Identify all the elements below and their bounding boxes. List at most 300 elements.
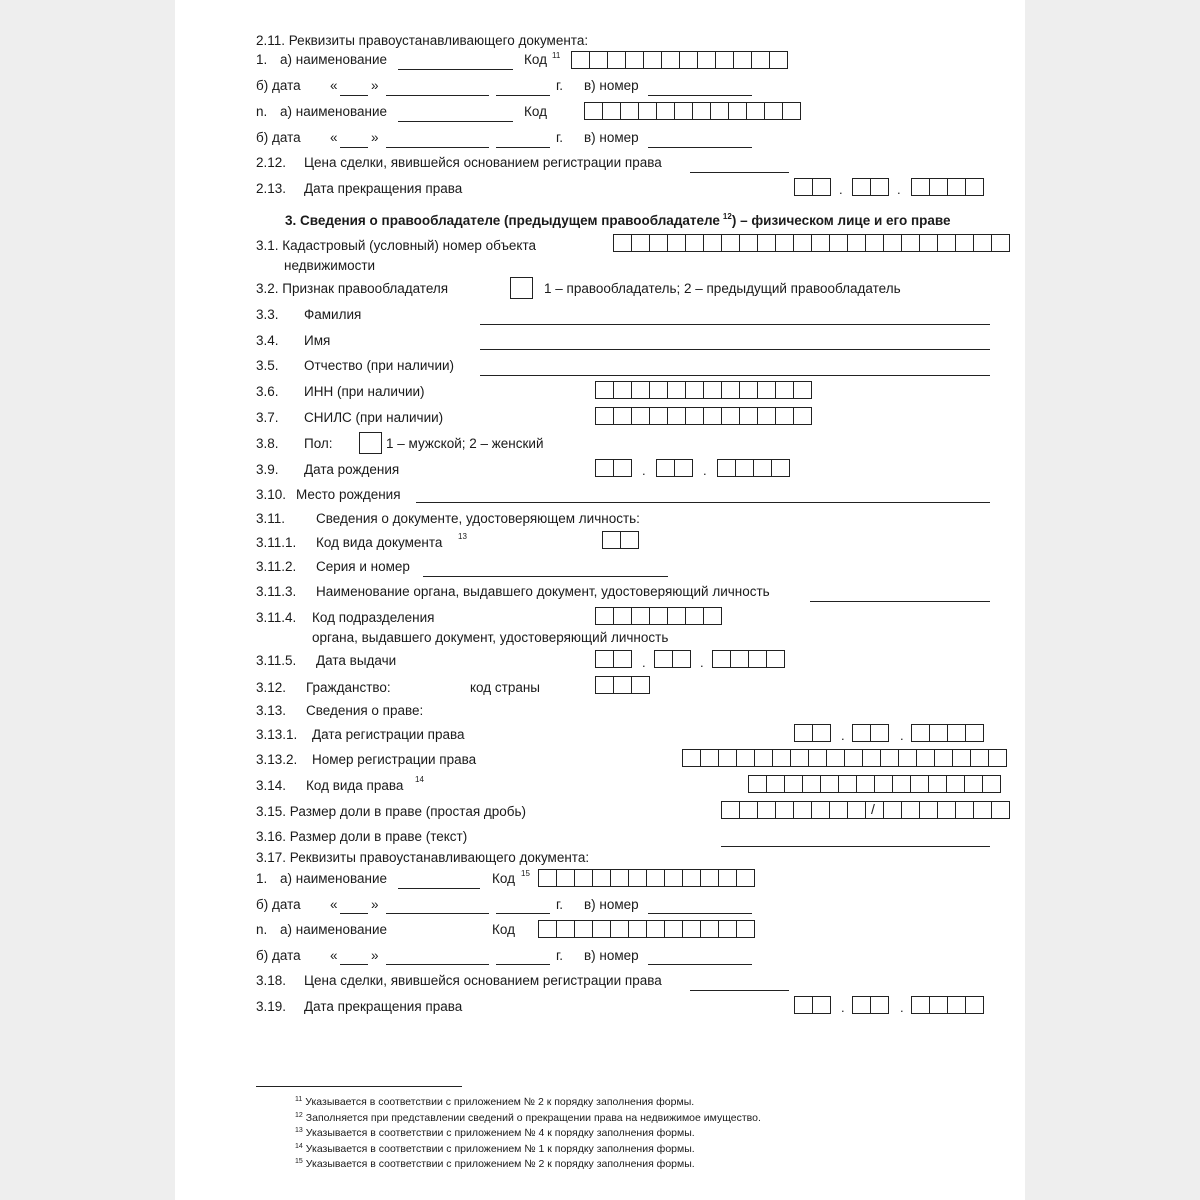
input-cell[interactable] [947, 724, 966, 742]
input-cell[interactable] [649, 407, 668, 425]
input-cell[interactable] [947, 178, 966, 196]
input-cell[interactable] [982, 775, 1001, 793]
input-cell[interactable] [757, 234, 776, 252]
s213-num: 2.13. [256, 181, 287, 196]
input-cell[interactable] [898, 749, 917, 767]
input-cell[interactable] [613, 381, 632, 399]
quote-open: « [330, 897, 338, 912]
footnote [295, 1110, 761, 1124]
input-cell[interactable] [721, 381, 740, 399]
input-cell[interactable] [870, 724, 889, 742]
docn-month-field[interactable] [386, 147, 489, 148]
input-cell[interactable] [764, 102, 783, 120]
footnote-ref-14: 14 [415, 775, 424, 784]
input-cell[interactable] [826, 749, 845, 767]
s319-year-boxes[interactable] [911, 996, 984, 1014]
input-cell[interactable] [667, 407, 686, 425]
s319-month-boxes[interactable] [852, 996, 889, 1014]
doc1-number-field[interactable] [648, 95, 752, 96]
doc2n-year-field[interactable] [496, 964, 550, 965]
input-cell[interactable] [595, 381, 614, 399]
input-cell[interactable] [715, 51, 734, 69]
snils-boxes[interactable] [595, 407, 812, 425]
input-cell[interactable] [646, 869, 665, 887]
input-cell[interactable] [718, 869, 737, 887]
docn-day-field[interactable] [340, 147, 368, 148]
s319-label: Дата прекращения права [304, 999, 463, 1014]
docn-year-field[interactable] [496, 147, 550, 148]
input-cell[interactable] [892, 775, 911, 793]
s318-price-field[interactable] [690, 990, 789, 991]
input-cell[interactable] [613, 459, 632, 477]
docn-number-label: в) номер [584, 130, 639, 145]
doc2n-name-label: а) наименование [280, 922, 388, 937]
input-cell[interactable] [736, 869, 755, 887]
input-cell[interactable] [646, 920, 665, 938]
input-cell[interactable] [870, 996, 889, 1014]
input-cell[interactable] [847, 801, 866, 819]
input-cell[interactable] [649, 234, 668, 252]
s311-num: 3.11. [256, 511, 286, 526]
input-cell[interactable] [794, 178, 813, 196]
input-cell[interactable] [901, 801, 920, 819]
doc2-number-field[interactable] [648, 913, 752, 914]
input-cell[interactable] [712, 650, 731, 668]
docn-name-field[interactable] [398, 121, 513, 122]
birthplace-field[interactable] [416, 502, 990, 503]
issue-day-boxes[interactable] [595, 650, 632, 668]
input-cell[interactable] [793, 407, 812, 425]
input-cell[interactable] [735, 459, 754, 477]
input-cell[interactable] [793, 381, 812, 399]
input-cell[interactable] [883, 234, 902, 252]
input-cell[interactable] [613, 407, 632, 425]
input-cell[interactable] [610, 869, 629, 887]
year-suffix: г. [556, 130, 564, 145]
footnote-text: Указывается в соответствии с приложением № 1 к порядку заполнения формы. [305, 1142, 695, 1155]
issue-year-boxes[interactable] [712, 650, 785, 668]
reg-day-boxes[interactable] [794, 724, 831, 742]
birth-month-boxes[interactable] [656, 459, 693, 477]
input-cell[interactable] [556, 869, 575, 887]
input-cell[interactable] [883, 801, 902, 819]
input-cell[interactable] [811, 234, 830, 252]
date-separator: . [900, 1000, 904, 1015]
input-cell[interactable] [812, 178, 831, 196]
input-cell[interactable] [736, 749, 755, 767]
issuing-authority-field[interactable] [810, 601, 990, 602]
s315-label: 3.15. Размер доли в праве (простая дробь) [256, 804, 527, 819]
input-cell[interactable] [700, 749, 719, 767]
holder-sign-checkbox[interactable] [510, 277, 533, 299]
input-cell[interactable] [664, 920, 683, 938]
input-cell[interactable] [988, 749, 1007, 767]
input-cell[interactable] [746, 102, 765, 120]
input-cell[interactable] [772, 749, 791, 767]
input-cell[interactable] [808, 749, 827, 767]
input-cell[interactable] [793, 234, 812, 252]
input-cell[interactable] [955, 801, 974, 819]
s39-num: 3.9. [256, 462, 279, 477]
input-cell[interactable] [790, 749, 809, 767]
s3115-num: 3.11.5. [256, 653, 297, 668]
input-cell[interactable] [970, 749, 989, 767]
input-cell[interactable] [664, 869, 683, 887]
reg-month-boxes[interactable] [852, 724, 889, 742]
input-cell[interactable] [748, 775, 767, 793]
input-cell[interactable] [556, 920, 575, 938]
s310-num: 3.10. [256, 487, 287, 502]
input-cell[interactable] [937, 801, 956, 819]
footnote [295, 1156, 695, 1170]
footnote-ref-15: 15 [521, 869, 530, 878]
quote-open: « [330, 78, 338, 93]
footnote-text: Указывается в соответствии с приложением № 2 к порядку заполнения формы. [305, 1096, 695, 1108]
input-cell[interactable] [728, 102, 747, 120]
input-cell[interactable] [919, 234, 938, 252]
input-cell[interactable] [862, 749, 881, 767]
footnote-number: 15 [295, 1158, 303, 1165]
input-cell[interactable] [771, 459, 790, 477]
input-cell[interactable] [613, 607, 632, 625]
footnote [295, 1094, 694, 1108]
share-fraction-boxes[interactable] [721, 801, 1010, 819]
footnote-ref-11: 11 [552, 51, 561, 60]
input-cell[interactable] [710, 102, 729, 120]
input-cell[interactable] [656, 459, 675, 477]
input-cell[interactable] [829, 801, 848, 819]
input-cell[interactable] [700, 920, 719, 938]
input-cell[interactable] [584, 102, 603, 120]
input-cell[interactable] [685, 381, 704, 399]
doc2n-number-field[interactable] [648, 964, 752, 965]
input-cell[interactable] [838, 775, 857, 793]
input-cell[interactable] [649, 381, 668, 399]
input-cell[interactable] [751, 51, 770, 69]
input-cell[interactable] [880, 749, 899, 767]
input-cell[interactable] [802, 775, 821, 793]
s38-num: 3.8. [256, 436, 279, 451]
s37-num: 3.7. [256, 410, 279, 425]
doc2n-number-label: в) номер [584, 948, 639, 963]
input-cell[interactable] [625, 51, 644, 69]
input-cell[interactable] [682, 869, 701, 887]
s3113-num: 3.11.3. [256, 584, 297, 599]
doc1-year-field[interactable] [496, 95, 550, 96]
reg-year-boxes[interactable] [911, 724, 984, 742]
input-cell[interactable] [973, 234, 992, 252]
input-cell[interactable] [852, 724, 871, 742]
input-cell[interactable] [589, 51, 608, 69]
input-cell[interactable] [739, 407, 758, 425]
input-cell[interactable] [730, 650, 749, 668]
input-cell[interactable] [766, 775, 785, 793]
series-number-field[interactable] [423, 576, 668, 577]
input-cell[interactable] [911, 178, 930, 196]
input-cell[interactable] [638, 102, 657, 120]
s212-price-field[interactable] [690, 172, 789, 173]
input-cell[interactable] [595, 607, 614, 625]
input-cell[interactable] [595, 650, 614, 668]
doc1-date-label: б) дата [256, 78, 301, 93]
input-cell[interactable] [595, 459, 614, 477]
input-cell[interactable] [820, 775, 839, 793]
input-cell[interactable] [574, 869, 593, 887]
input-cell[interactable] [965, 178, 984, 196]
input-cell[interactable] [685, 607, 704, 625]
doc2n-kod-boxes[interactable] [538, 920, 755, 938]
input-cell[interactable] [721, 801, 740, 819]
issue-month-boxes[interactable] [654, 650, 691, 668]
input-cell[interactable] [700, 869, 719, 887]
surname-field[interactable] [480, 324, 990, 325]
input-cell[interactable] [613, 650, 632, 668]
input-cell[interactable] [631, 676, 650, 694]
input-cell[interactable] [766, 650, 785, 668]
input-cell[interactable] [955, 234, 974, 252]
input-cell[interactable] [703, 407, 722, 425]
doc2-year-field[interactable] [496, 913, 550, 914]
quote-open: « [330, 130, 338, 145]
input-cell[interactable] [852, 996, 871, 1014]
quote-open: « [330, 948, 338, 963]
doc2n-date-label: б) дата [256, 948, 301, 963]
doc2n-month-field[interactable] [386, 964, 489, 965]
input-cell[interactable] [910, 775, 929, 793]
input-cell[interactable] [775, 381, 794, 399]
input-cell[interactable] [991, 234, 1010, 252]
input-cell[interactable] [631, 234, 650, 252]
input-cell[interactable] [733, 51, 752, 69]
input-cell[interactable] [628, 920, 647, 938]
input-cell[interactable] [703, 234, 722, 252]
input-cell[interactable] [620, 102, 639, 120]
doc2-number-label: в) номер [584, 897, 639, 912]
input-cell[interactable] [592, 920, 611, 938]
input-cell[interactable] [929, 724, 948, 742]
input-cell[interactable] [692, 102, 711, 120]
s32-label: 3.2. Признак правообладателя [256, 281, 449, 296]
input-cell[interactable] [592, 869, 611, 887]
input-cell[interactable] [628, 869, 647, 887]
input-cell[interactable] [901, 234, 920, 252]
input-cell[interactable] [844, 749, 863, 767]
input-cell[interactable] [856, 775, 875, 793]
input-cell[interactable] [631, 407, 650, 425]
birth-year-boxes[interactable] [717, 459, 790, 477]
input-cell[interactable] [674, 102, 693, 120]
input-cell[interactable] [965, 996, 984, 1014]
input-cell[interactable] [718, 920, 737, 938]
input-cell[interactable] [852, 178, 871, 196]
input-cell[interactable] [538, 920, 557, 938]
input-cell[interactable] [870, 178, 889, 196]
doc2-kod-label: Код [492, 871, 515, 886]
input-cell[interactable] [682, 920, 701, 938]
input-cell[interactable] [757, 407, 776, 425]
input-cell[interactable] [757, 381, 776, 399]
input-cell[interactable] [643, 51, 662, 69]
doc2n-day-field[interactable] [340, 964, 368, 965]
input-cell[interactable] [919, 801, 938, 819]
docn-kod-boxes[interactable] [584, 102, 801, 120]
input-cell[interactable] [649, 607, 668, 625]
input-cell[interactable] [937, 234, 956, 252]
input-cell[interactable] [739, 381, 758, 399]
input-cell[interactable] [595, 407, 614, 425]
input-cell[interactable] [679, 51, 698, 69]
input-cell[interactable] [928, 775, 947, 793]
input-cell[interactable] [667, 381, 686, 399]
input-cell[interactable] [674, 459, 693, 477]
s213-year-boxes[interactable] [911, 178, 984, 196]
input-cell[interactable] [654, 650, 673, 668]
input-cell[interactable] [620, 531, 639, 549]
right-type-code-boxes[interactable] [748, 775, 1001, 793]
input-cell[interactable] [595, 676, 614, 694]
input-cell[interactable] [607, 51, 626, 69]
input-cell[interactable] [973, 801, 992, 819]
input-cell[interactable] [775, 801, 794, 819]
input-cell[interactable] [739, 234, 758, 252]
inn-boxes[interactable] [595, 381, 812, 399]
doc1-day-field[interactable] [340, 95, 368, 96]
input-cell[interactable] [721, 407, 740, 425]
input-cell[interactable] [812, 724, 831, 742]
doc2-month-field[interactable] [386, 913, 489, 914]
input-cell[interactable] [991, 801, 1010, 819]
input-cell[interactable] [685, 407, 704, 425]
input-cell[interactable] [613, 234, 632, 252]
input-cell[interactable] [757, 801, 776, 819]
input-cell[interactable] [571, 51, 590, 69]
input-cell[interactable] [602, 102, 621, 120]
s3114-label-line2: органа, выдавшего документ, удостоверяющий личность [312, 630, 669, 645]
section-3-title [285, 209, 951, 229]
input-cell[interactable] [661, 51, 680, 69]
input-cell[interactable] [685, 234, 704, 252]
input-cell[interactable] [736, 920, 755, 938]
country-code-boxes[interactable] [595, 676, 650, 694]
birth-day-boxes[interactable] [595, 459, 632, 477]
input-cell[interactable] [753, 459, 772, 477]
input-cell[interactable] [946, 775, 965, 793]
input-cell[interactable] [812, 996, 831, 1014]
first-name-field[interactable] [480, 349, 990, 350]
input-cell[interactable] [697, 51, 716, 69]
input-cell[interactable] [874, 775, 893, 793]
doc2-day-field[interactable] [340, 913, 368, 914]
input-cell[interactable] [965, 724, 984, 742]
input-cell[interactable] [929, 178, 948, 196]
input-cell[interactable] [703, 381, 722, 399]
gender-checkbox[interactable] [359, 432, 382, 454]
input-cell[interactable] [739, 801, 758, 819]
doc1-month-field[interactable] [386, 95, 489, 96]
input-cell[interactable] [672, 650, 691, 668]
s319-day-boxes[interactable] [794, 996, 831, 1014]
input-cell[interactable] [911, 724, 930, 742]
input-cell[interactable] [667, 234, 686, 252]
doc-type-code-boxes[interactable] [602, 531, 639, 549]
input-cell[interactable] [717, 459, 736, 477]
input-cell[interactable] [782, 102, 801, 120]
input-cell[interactable] [613, 676, 632, 694]
s3115-label: Дата выдачи [316, 653, 397, 668]
subdivision-code-boxes[interactable] [595, 607, 722, 625]
input-cell[interactable] [682, 749, 701, 767]
input-cell[interactable] [929, 996, 948, 1014]
input-cell[interactable] [538, 869, 557, 887]
input-cell[interactable] [847, 234, 866, 252]
docn-number-field[interactable] [648, 147, 752, 148]
doc1-name-label: а) наименование [280, 52, 388, 67]
input-cell[interactable] [748, 650, 767, 668]
date-separator: . [841, 728, 845, 743]
input-cell[interactable] [784, 775, 803, 793]
input-cell[interactable] [829, 234, 848, 252]
input-cell[interactable] [574, 920, 593, 938]
s33-num: 3.3. [256, 307, 279, 322]
doc2-name-field[interactable] [398, 888, 480, 889]
input-cell[interactable] [602, 531, 621, 549]
input-cell[interactable] [793, 801, 812, 819]
footnote-text: Заполняется при представлении сведений о прекращении права на недвижимое имущество. [305, 1111, 761, 1124]
input-cell[interactable] [769, 51, 788, 69]
patronymic-field[interactable] [480, 375, 990, 376]
input-cell[interactable] [631, 607, 650, 625]
input-cell[interactable] [610, 920, 629, 938]
input-cell[interactable] [794, 724, 813, 742]
doc2-name-label: а) наименование [280, 871, 388, 886]
s39-label: Дата рождения [304, 462, 400, 477]
reg-number-boxes[interactable] [682, 749, 1007, 767]
input-cell[interactable] [656, 102, 675, 120]
doc1-kod-boxes[interactable] [571, 51, 788, 69]
input-cell[interactable] [667, 607, 686, 625]
input-cell[interactable] [916, 749, 935, 767]
section-3-17-title: 3.17. Реквизиты правоустанавливающего документа: [256, 850, 590, 865]
input-cell[interactable] [775, 407, 794, 425]
input-cell[interactable] [911, 996, 930, 1014]
input-cell[interactable] [811, 801, 830, 819]
date-separator: . [900, 728, 904, 743]
s213-day-boxes[interactable] [794, 178, 831, 196]
input-cell[interactable] [754, 749, 773, 767]
input-cell[interactable] [865, 234, 884, 252]
doc2-kod-boxes[interactable] [538, 869, 755, 887]
section-2-11-title: 2.11. Реквизиты правоустанавливающего документа: [256, 33, 589, 48]
input-cell[interactable] [718, 749, 737, 767]
input-cell[interactable] [952, 749, 971, 767]
input-cell[interactable] [631, 381, 650, 399]
share-text-field[interactable] [721, 846, 990, 847]
input-cell[interactable] [703, 607, 722, 625]
year-suffix: г. [556, 948, 564, 963]
input-cell[interactable] [947, 996, 966, 1014]
doc2n-kod-label: Код [492, 922, 515, 937]
input-cell[interactable] [721, 234, 740, 252]
doc1-name-field[interactable] [398, 69, 513, 70]
input-cell[interactable] [865, 801, 884, 819]
input-cell[interactable] [964, 775, 983, 793]
s213-month-boxes[interactable] [852, 178, 889, 196]
input-cell[interactable] [934, 749, 953, 767]
s311-label: Сведения о документе, удостоверяющем личность: [316, 511, 640, 526]
input-cell[interactable] [794, 996, 813, 1014]
cadastral-number-boxes[interactable] [613, 234, 1010, 252]
input-cell[interactable] [775, 234, 794, 252]
